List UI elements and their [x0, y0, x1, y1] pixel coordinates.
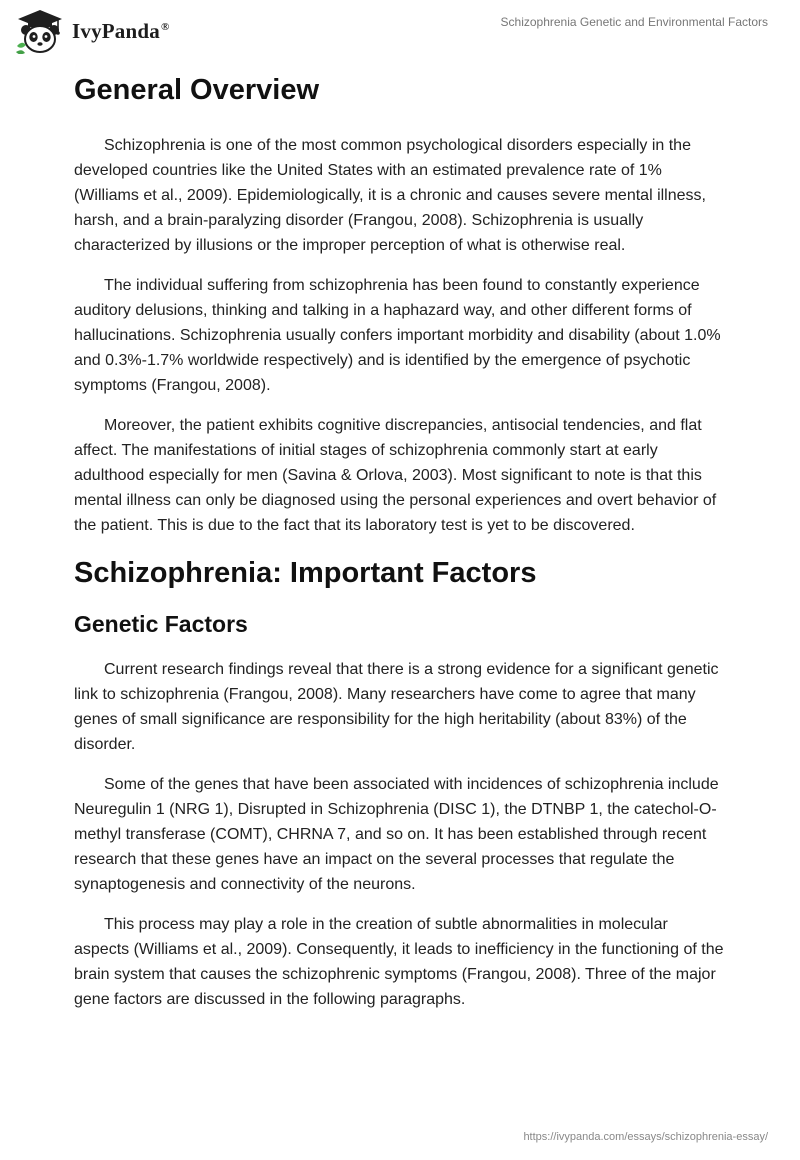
registered-mark: ® [160, 20, 170, 33]
essay-content [74, 70, 726, 1027]
paragraph: The individual suffering from schizophrenia has been found to constantly experience auditory delusions, thinking and talking in a haphazard way, and other different forms of hallucinations. Schizophrenia usually confers important morbidity and disability (about 1.0% and 0.3%-1.7% worldwide respectively) and is identified by the emergence of psychotic symptoms (Frangou, 2008). [74, 277, 721, 394]
panda-graduate-icon [14, 8, 66, 54]
source-url[interactable]: https://ivypanda.com/essays/schizophrenia-essay/ [523, 1131, 768, 1143]
logo-wordmark: IvyPanda® [72, 18, 170, 43]
document-title: Schizophrenia Genetic and Environmental Factors [500, 15, 768, 29]
heading-genetic-factors: Genetic Factors [74, 611, 248, 637]
paragraph: Moreover, the patient exhibits cognitive discrepancies, antisocial tendencies, and flat affect. The manifestations of initial stages of schizophrenia commonly start at early adulthood especially for men (Savina & Orlova, 2003). Most significant to note is that this mental illness can only be diagnosed using the personal experiences and overt behavior of the patient. This is due to the fact that its laboratory test is yet to be discovered. [74, 417, 717, 534]
heading-general-overview: General Overview [74, 74, 320, 106]
heading-important-factors: Schizophrenia: Important Factors [74, 557, 537, 589]
paragraph: Schizophrenia is one of the most common psychological disorders especially in the developed countries like the United States with an estimated prevalence rate of 1% (Williams et al., 2009). Epidemiologically, it is a chronic and causes severe mental illness, harsh, and a brain-paralyzing disorder (Frangou, 2008). Schizophrenia is usually characterized by illusions or the improper perception of what is otherwise real. [74, 137, 706, 254]
paragraph: This process may play a role in the creation of subtle abnormalities in molecular aspects (Williams et al., 2009). Consequently, it leads to inefficiency in the functioning of the brain system that causes the schizophrenic symptoms (Frangou, 2008). Three of the major gene factors are discussed in the following paragraphs. [74, 916, 724, 1008]
ivypanda-logo[interactable] [14, 8, 169, 54]
paragraph: Some of the genes that have been associated with incidences of schizophrenia include Neuregulin 1 (NRG 1), Disrupted in Schizophrenia (DISC 1), the DTNBP 1, the catechol-O-methyl transferase (COMT), CHRNA 7, and so on. It has been established through recent research that these genes have an impact on the several processes that regulate the synaptogenesis and connectivity of the neurons. [74, 776, 719, 893]
paragraph: Current research findings reveal that there is a strong evidence for a significant genetic link to schizophrenia (Frangou, 2008). Many researchers have come to agree that many genes of small significance are responsibility for the high heritability (about 83%) of the disorder. [74, 661, 719, 753]
page-header [0, 0, 800, 62]
